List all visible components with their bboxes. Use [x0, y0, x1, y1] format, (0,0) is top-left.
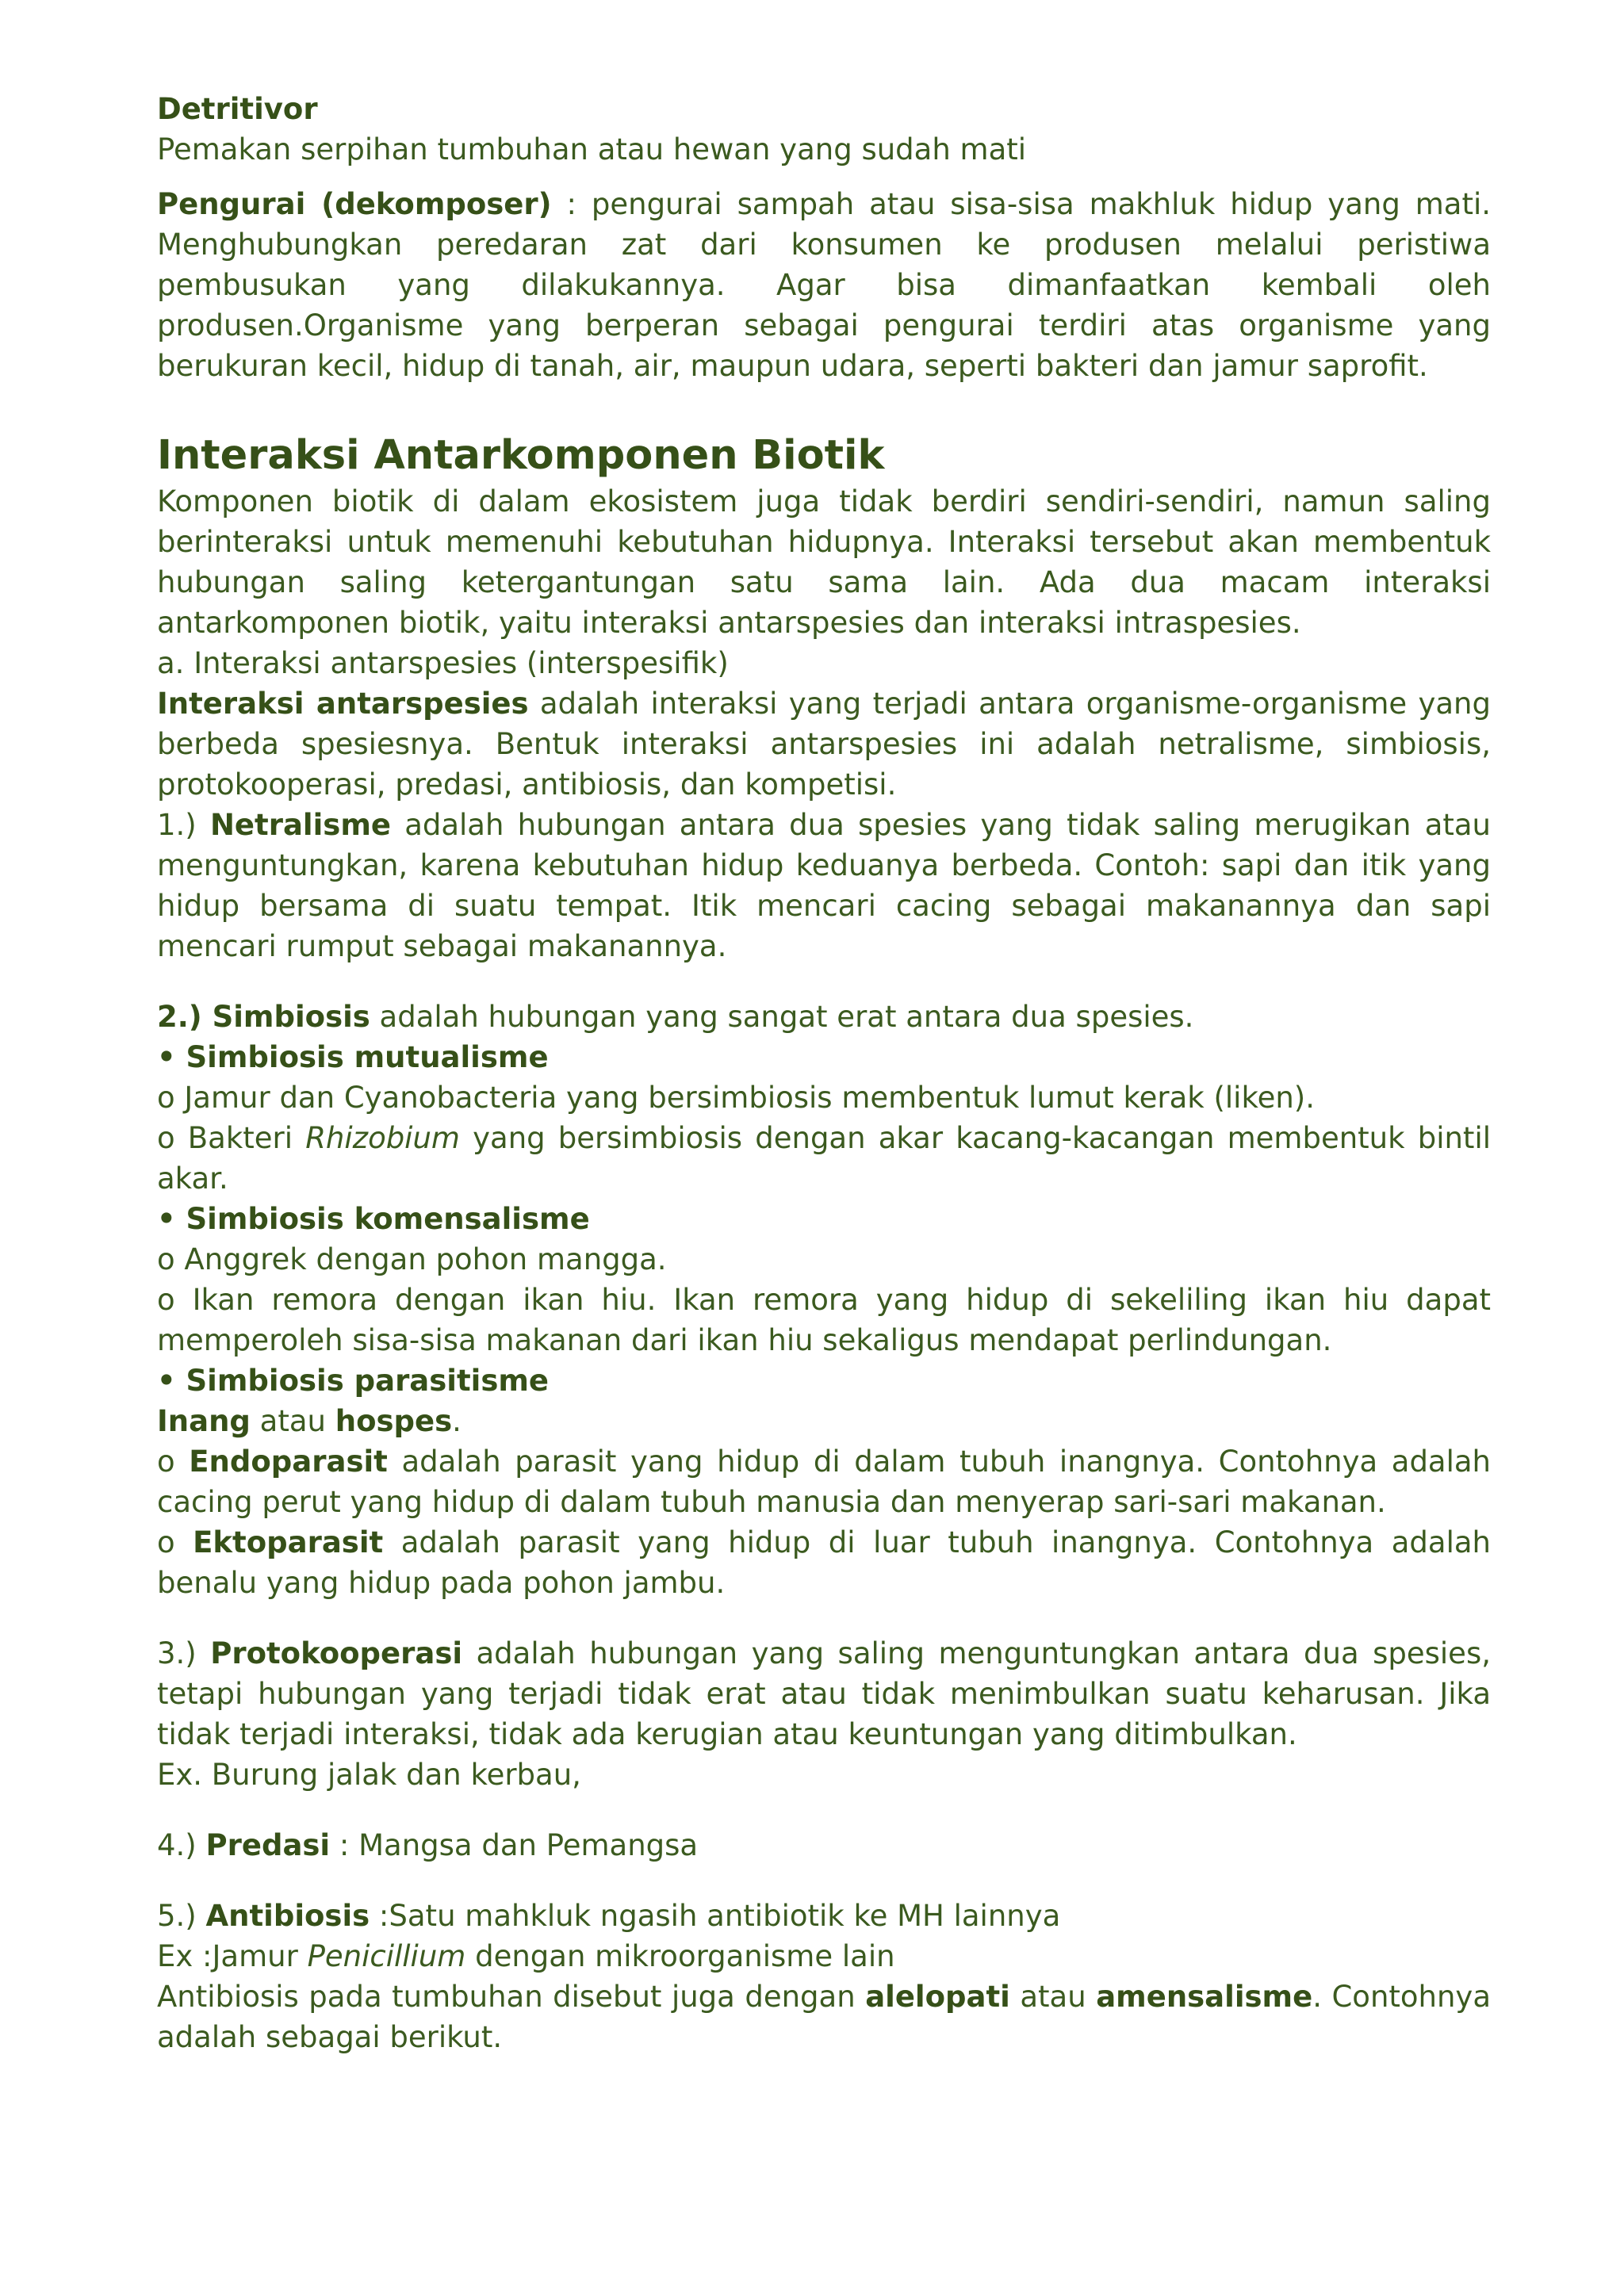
komensalisme-item-2: o Ikan remora dengan ikan hiu. Ikan remora yang hidup di sekeliling ikan hiu dapat memperoleh sisa-sisa makanan dari ikan hiu sekaligus mendapat perlindungan.: [157, 1283, 1491, 1357]
endoparasit-item: o Endoparasit adalah parasit yang hidup di dalam tubuh inangnya. Contohnya adalah cacing perut yang hidup di dalam tubuh manusia dan menyerap sari-sari makanan.: [157, 1445, 1492, 1519]
komensalisme-heading: • Simbiosis komensalisme: [157, 1202, 590, 1236]
simbiosis-paragraph: 2.) Simbiosis adalah hubungan yang sangat erat antara dua spesies.: [157, 1000, 1194, 1034]
ektoparasit-item: o Ektoparasit adalah parasit yang hidup di luar tubuh inangnya. Contohnya adalah benalu yang hidup pada pohon jambu.: [157, 1525, 1491, 1600]
mutualisme-heading: • Simbiosis mutualisme: [157, 1040, 549, 1074]
antibiosis-tumbuhan: Antibiosis pada tumbuhan disebut juga dengan alelopati atau amensalisme. Contohnya adalah sebagai berikut.: [157, 1980, 1492, 2054]
antibiosis-paragraph: 5.) Antibiosis :Satu mahkluk ngasih antibiotik ke MH lainnya: [157, 1899, 1061, 1933]
antibiosis-example: Ex :Jamur Penicillium dengan mikroorganisme lain: [157, 1939, 895, 1973]
subheading-a: a. Interaksi antarspesies (interspesifik): [157, 646, 729, 680]
detritivor-title: Detritivor: [157, 92, 318, 126]
mutualisme-item-1: o Jamur dan Cyanobacteria yang bersimbiosis membentuk lumut kerak (liken).: [157, 1081, 1315, 1115]
netralisme-paragraph: 1.) Netralisme adalah hubungan antara dua spesies yang tidak saling merugikan atau menguntungkan, karena kebutuhan hidup keduanya berbeda. Contoh: sapi dan itik yang hidup bersama di suatu tempat. Itik mencari cacing sebagai makanannya dan sapi mencari rumput sebagai makanannya.: [157, 808, 1492, 963]
komensalisme-item-1: o Anggrek dengan pohon mangga.: [157, 1242, 667, 1276]
protokooperasi-paragraph: 3.) Protokooperasi adalah hubungan yang saling menguntungkan antara dua spesies, tetapi hubungan yang terjadi tidak erat atau tidak menimbulkan suatu keharusan. Jika tidak terjadi interaksi, tidak ada kerugian atau keuntungan yang ditimbulkan.: [157, 1636, 1491, 1751]
mutualisme-item-2: o Bakteri Rhizobium yang bersimbiosis dengan akar kacang-kacangan membentuk bintil akar.: [157, 1121, 1492, 1196]
detritivor-text: Pemakan serpihan tumbuhan atau hewan yang sudah mati: [157, 132, 1027, 166]
pengurai-paragraph: Pengurai (dekomposer) : pengurai sampah atau sisa-sisa makhluk hidup yang mati. Menghubungkan peredaran zat dari konsumen ke produsen melalui peristiwa pembusukan yang dilakukannya. Agar bisa dimanfaatkan kembali oleh produsen.Organisme yang berperan sebagai pengurai terdiri atas organisme yang berukuran kecil, hidup di tanah, air, maupun udara, seperti bakteri dan jamur saprofit.: [157, 187, 1491, 383]
parasitisme-heading: • Simbiosis parasitisme: [157, 1364, 550, 1398]
pengurai-term: Pengurai (dekomposer): [157, 187, 552, 221]
section-heading: Interaksi Antarkomponen Biotik: [157, 432, 885, 479]
protokooperasi-example: Ex. Burung jalak dan kerbau,: [157, 1758, 581, 1792]
antarspesies-paragraph: Interaksi antarspesies adalah interaksi yang terjadi antara organisme-organisme yang berbeda spesiesnya. Bentuk interaksi antarspesies ini adalah netralisme, simbiosis, protokooperasi, predasi, antibiosis, dan kompetisi.: [157, 687, 1491, 802]
interaksi-intro: Komponen biotik di dalam ekosistem juga tidak berdiri sendiri-sendiri, namun saling berinteraksi untuk memenuhi kebutuhan hidupnya. Interaksi tersebut akan membentuk hubungan saling ketergantungan satu sama lain. Ada dua macam interaksi antarkomponen biotik, yaitu interaksi antarspesies dan interaksi intraspesies.: [157, 484, 1491, 640]
predasi-paragraph: 4.) Predasi : Mangsa dan Pemangsa: [157, 1828, 699, 1862]
inang-hospes-line: Inang atau hospes.: [157, 1404, 462, 1438]
